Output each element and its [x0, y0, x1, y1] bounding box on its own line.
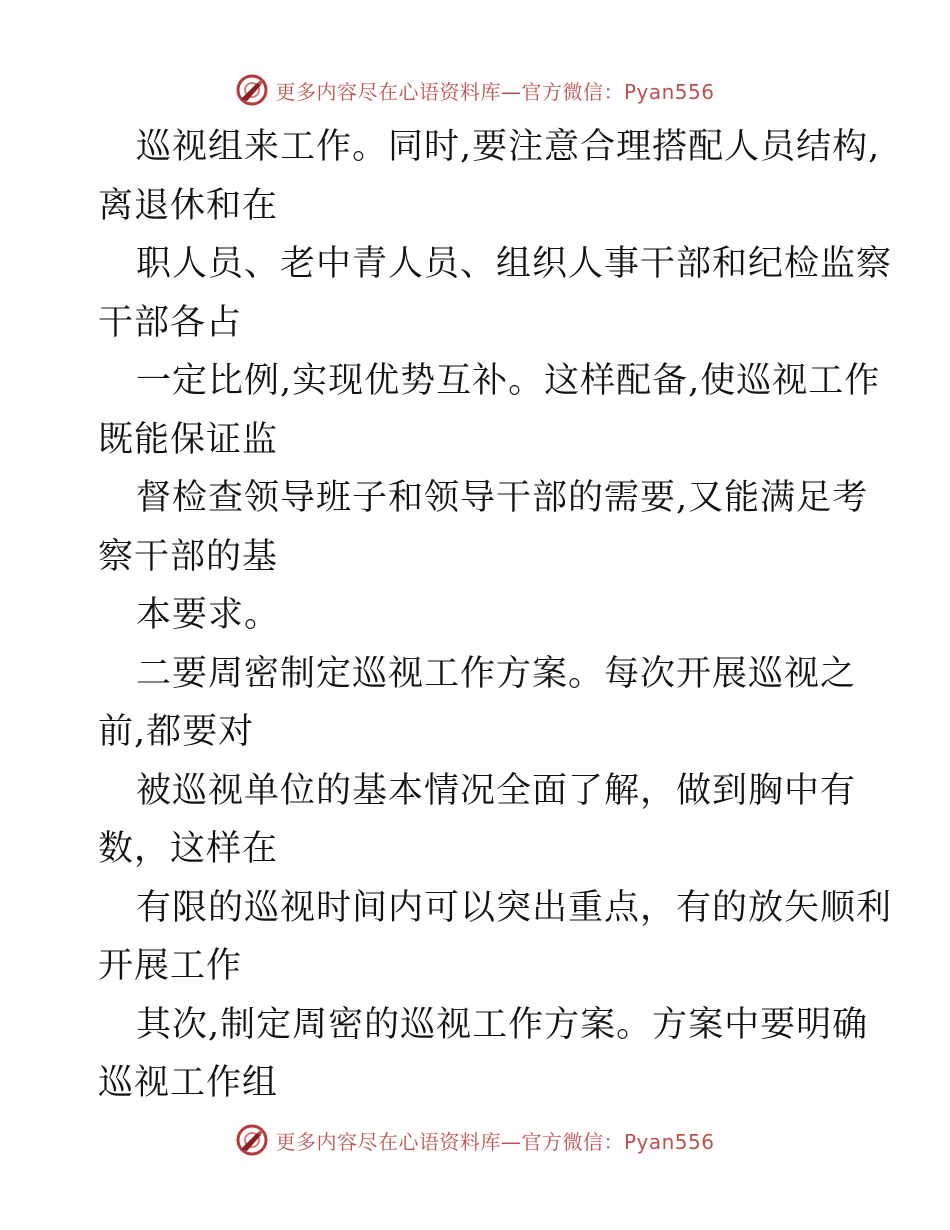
text-line: 一定比例,实现优势互补。这样配备,使巡视工作 [136, 361, 881, 401]
text-line: 前,都要对 [98, 712, 255, 752]
logo-icon [235, 1123, 269, 1157]
text-line: 督检查领导班子和领导干部的需要,又能满足考 [136, 478, 869, 518]
text-line: 既能保证监 [98, 419, 279, 460]
text-line: 数，这样在 [98, 829, 279, 869]
text-line: 有限的巡视时间内可以突出重点，有的放矢顺利 [136, 887, 893, 928]
footer-banner-text: 更多内容尽在心语资料库—官方微信：Pyan556 [275, 1129, 715, 1154]
text-line: 离退休和在 [98, 185, 279, 226]
text-line: 察干部的基 [98, 536, 279, 577]
text-line: 被巡视单位的基本情况全面了解，做到胸中有 [136, 770, 857, 811]
text-line: 本要求。 [136, 595, 281, 635]
text-line: 干部各占 [98, 302, 243, 343]
text-line: 二要周密制定巡视工作方案。每次开展巡视之 [136, 653, 857, 694]
text-line: 巡视组来工作。同时,要注意合理搭配人员结构, [136, 127, 881, 167]
text-line: 其次,制定周密的巡视工作方案。方案中要明确 [136, 1004, 869, 1045]
text-line: 开展工作 [98, 946, 243, 986]
text-line: 职人员、老中青人员、组织人事干部和纪检监察 [136, 244, 893, 284]
document-body [98, 118, 893, 1113]
header-banner-text: 更多内容尽在心语资料库—官方微信：Pyan556 [275, 79, 715, 104]
header-banner [0, 70, 950, 110]
text-line: 巡视工作组 [98, 1063, 279, 1103]
logo-icon [235, 73, 269, 107]
footer-banner [0, 1120, 950, 1160]
